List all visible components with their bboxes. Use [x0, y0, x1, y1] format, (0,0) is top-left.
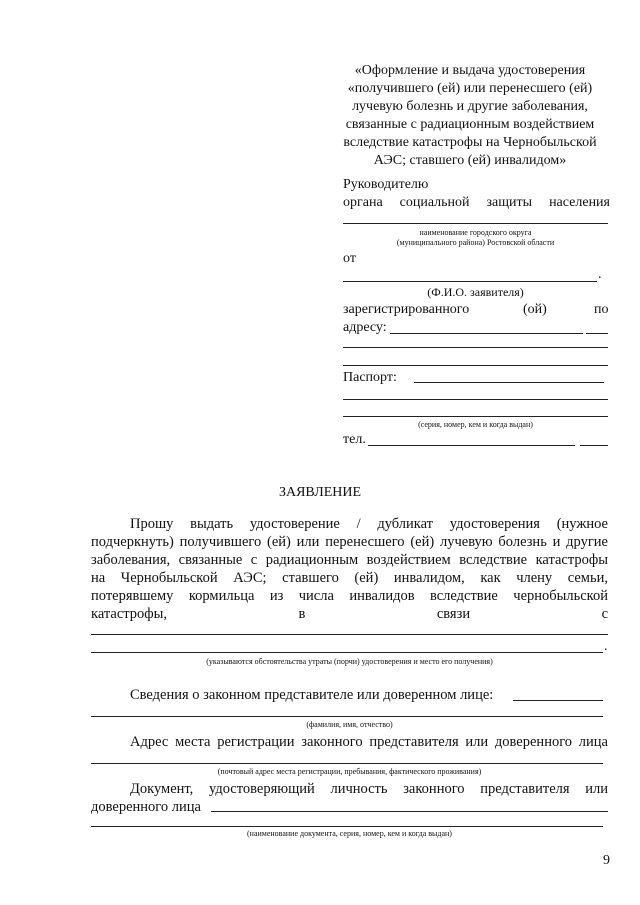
circumstances-field-line-2[interactable]: [91, 652, 603, 653]
org-hint-line1: наименование городского округа: [419, 228, 532, 237]
phone-field-line-end[interactable]: [580, 445, 608, 446]
org-hint-line2: (муниципального района) Ростовской области: [396, 238, 555, 247]
service-title-line: лучевую болезнь и другие заболевания,: [352, 99, 588, 114]
address-field-line[interactable]: [390, 333, 583, 334]
representative-address-label: Адрес места регистрации законного представителя или доверенного лица: [130, 734, 608, 750]
phone-label: тел.: [343, 432, 366, 447]
service-title-line: АЭС; ставшего (ей) инвалидом»: [373, 153, 567, 168]
circumstances-hint: (указываются обстоятельства утраты (порчи) удостоверения и место его получения): [206, 657, 493, 666]
representative-info-line[interactable]: [513, 700, 603, 701]
body-line: катастрофы, в связи с: [91, 606, 608, 622]
representative-document-line2: доверенного лица: [91, 799, 201, 815]
service-title-line: «Оформление и выдача удостоверения: [354, 63, 586, 78]
representative-fio-line[interactable]: [91, 716, 603, 717]
addressee-line2: органа социальной защиты населения: [343, 195, 610, 210]
representative-fio-hint: (фамилия, имя, отчество): [306, 720, 393, 729]
org-name-line[interactable]: [343, 223, 608, 224]
body-line: заболевания, связанные с радиационным воздействием вследствие катастрофы: [91, 552, 608, 568]
body-line: подчеркнуть) получившего (ей) или перенесшего (ей) лучевую болезнь и другие: [91, 534, 608, 550]
body-line: на Чернобыльской АЭС; ставшего (ей) инвалидом, как члену семьи,: [91, 570, 608, 586]
representative-info-label: Сведения о законном представителе или доверенном лице:: [130, 687, 494, 703]
representative-document-hint: (наименование документа, серия, номер, кем и когда выдан): [247, 829, 452, 838]
address-field-line-2[interactable]: [343, 347, 608, 348]
addressee-line1: Руководителю: [343, 177, 429, 192]
document-heading: ЗАЯВЛЕНИЕ: [278, 485, 362, 500]
from-label: от: [343, 251, 356, 266]
address-field-line-3[interactable]: [343, 365, 608, 366]
circumstances-field-line[interactable]: [91, 634, 608, 635]
service-title-line: связанные с радиационным воздействием: [345, 117, 595, 132]
address-field-line-end[interactable]: [586, 333, 608, 334]
service-title-line: «получившего (ей) или перенесшего (ей): [347, 81, 593, 96]
representative-address-line[interactable]: [91, 763, 603, 764]
passport-field-line-2[interactable]: [343, 399, 608, 400]
registered-word: зарегистрированного: [343, 302, 470, 317]
registered-suffix: (ой): [523, 302, 547, 317]
representative-document-field-line[interactable]: [211, 811, 608, 812]
passport-hint: (серия, номер, кем и когда выдан): [418, 420, 533, 429]
service-title-line: вследствие катастрофы на Чернобыльской: [343, 135, 597, 150]
passport-field-line[interactable]: [414, 382, 604, 383]
applicant-name-line[interactable]: [343, 281, 597, 282]
page-number: 9: [603, 853, 610, 868]
body-line: Прошу выдать удостоверение / дубликат удостоверения (нужное: [130, 516, 608, 532]
body-end-dot: .: [604, 639, 608, 654]
from-end-dot: .: [598, 267, 602, 282]
applicant-fio-hint: (Ф.И.О. заявителя): [427, 285, 524, 299]
representative-document-field-line-2[interactable]: [91, 826, 603, 827]
body-line: потерявшему кормильца из числа инвалидов вследствие чернобыльской: [91, 588, 608, 604]
representative-address-hint: (почтовый адрес места регистрации, пребывания, фактического проживания): [217, 767, 482, 776]
phone-field-line[interactable]: [368, 445, 575, 446]
registered-by: по: [594, 302, 609, 317]
representative-document-line1: Документ, удостоверяющий личность законного представителя или: [130, 781, 608, 797]
passport-field-line-3[interactable]: [343, 416, 608, 417]
passport-label: Паспорт:: [343, 370, 397, 385]
address-label: адресу:: [343, 320, 387, 335]
